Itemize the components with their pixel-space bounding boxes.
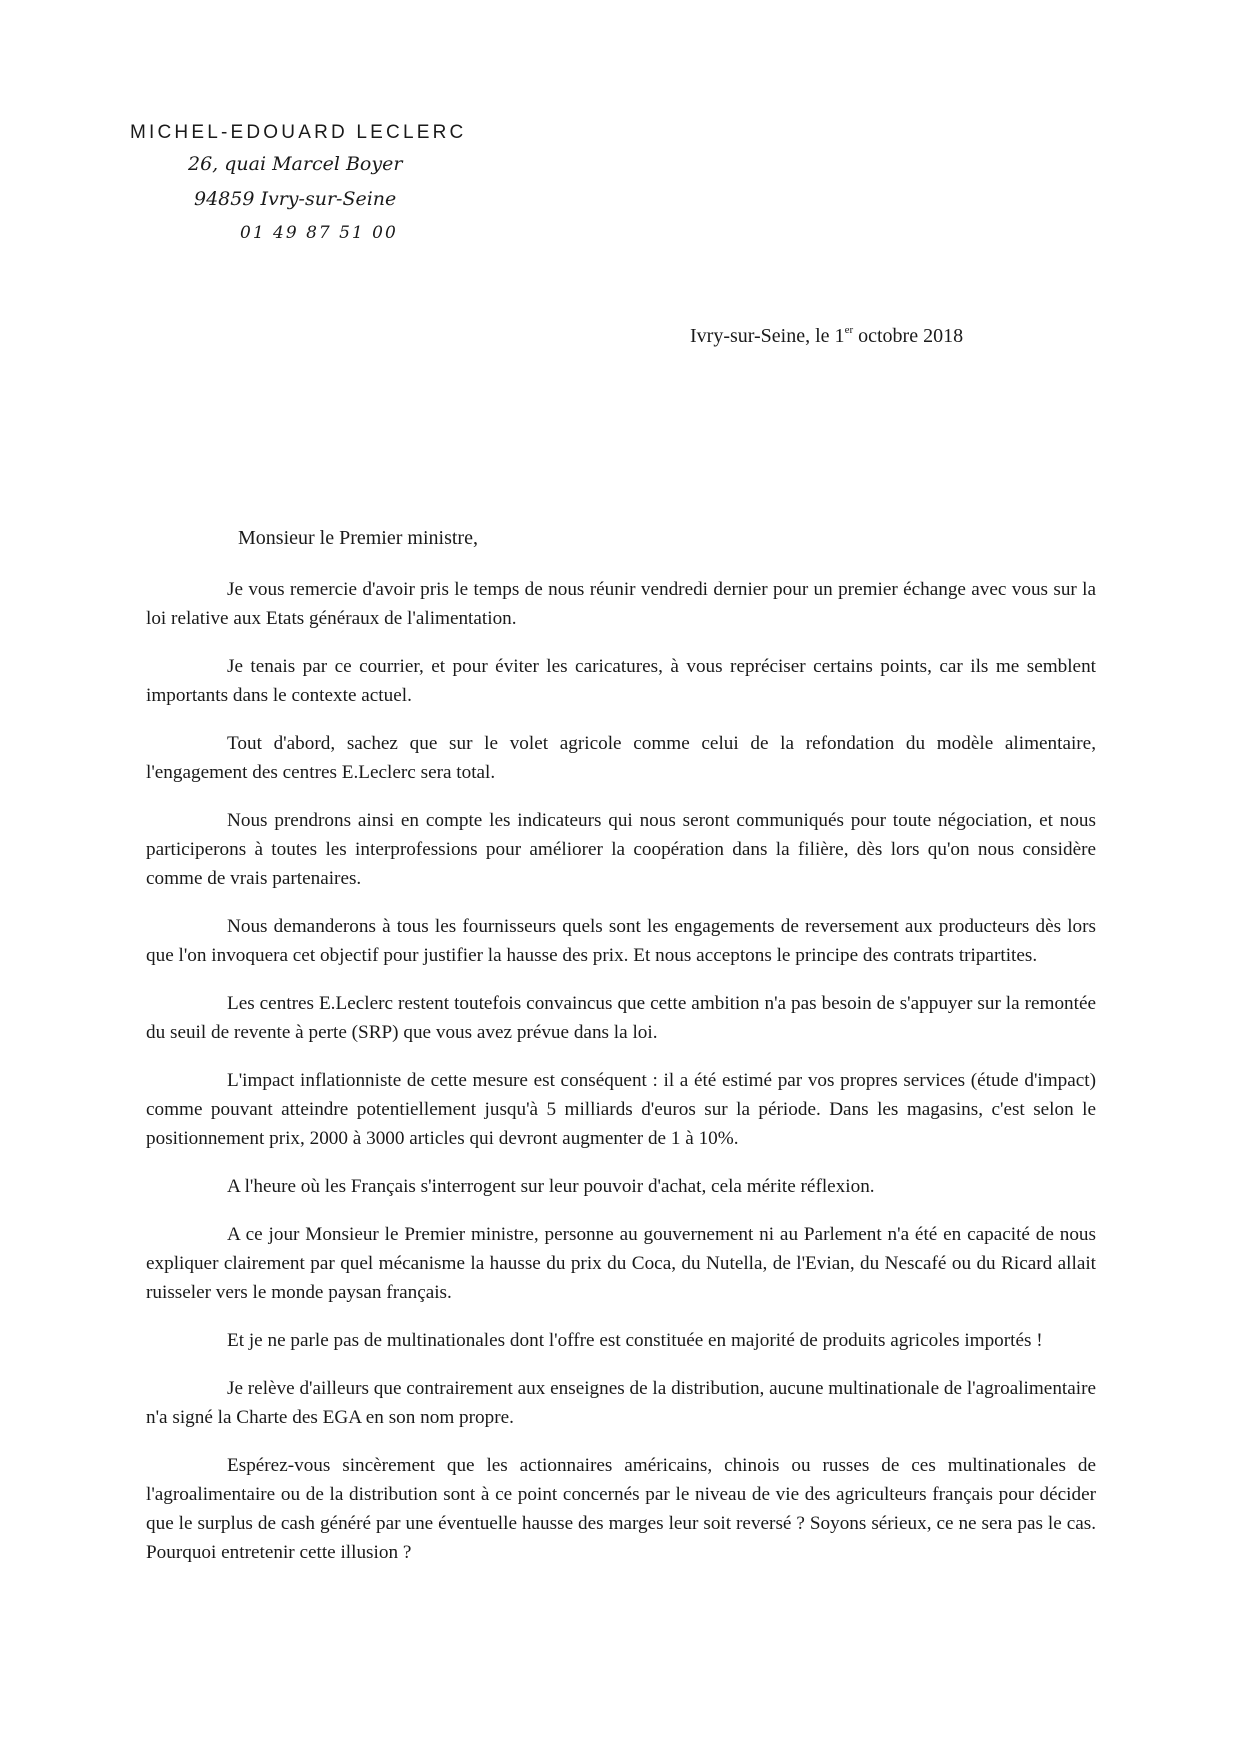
body-paragraph: Je vous remercie d'avoir pris le temps de nous réunir vendredi dernier pour un premier échange avec vous sur la loi relative aux Etats généraux de l'alimentation. bbox=[146, 579, 1096, 629]
body-paragraph: Espérez-vous sincèrement que les actionnaires américains, chinois ou russes de ces multinationales de l'agroalimentaire ou de la distribution sont à ce point concernés par le niveau de vie des agriculteurs français pour décider que le surplus de cash généré par une éventuelle hausse des marges leur soit reversé ? Soyons sérieux, ce ne sera pas le cas. Pourquoi entretenir cette illusion ? bbox=[146, 1455, 1096, 1563]
date-prefix: Ivry-sur-Seine, le 1 bbox=[690, 325, 845, 347]
body-paragraph: Je tenais par ce courrier, et pour éviter les caricatures, à vous repréciser certains points, car ils me semblent importants dans le contexte actuel. bbox=[146, 656, 1096, 706]
sender-phone: 01 49 87 51 00 bbox=[240, 223, 398, 243]
salutation: Monsieur le Premier ministre, bbox=[238, 527, 478, 549]
sender-address-street: 26, quai Marcel Boyer bbox=[188, 153, 403, 175]
date-superscript: er bbox=[844, 324, 854, 336]
sender-name: MICHEL-EDOUARD LECLERC bbox=[130, 122, 467, 143]
body-paragraph: A l'heure où les Français s'interrogent sur leur pouvoir d'achat, cela mérite réflexion. bbox=[227, 1176, 875, 1197]
body-paragraph: A ce jour Monsieur le Premier ministre, personne au gouvernement ni au Parlement n'a été en capacité de nous expliquer clairement par quel mécanisme la hausse du prix du Coca, du Nutella, de l'Evian, du Nescafé ou du Ricard allait ruisseler vers le monde paysan français. bbox=[146, 1224, 1096, 1303]
body-paragraph: Nous prendrons ainsi en compte les indicateurs qui nous seront communiqués pour toute négociation, et nous participerons à toutes les interprofessions pour améliorer la coopération dans la filière, dès lors qu'on nous considère comme de vrais partenaires. bbox=[146, 810, 1096, 889]
body-paragraph: L'impact inflationniste de cette mesure est conséquent : il a été estimé par vos propres services (étude d'impact) comme pouvant atteindre potentiellement jusqu'à 5 milliards d'euros sur la période. Dans les magasins, c'est selon le positionnement prix, 2000 à 3000 articles qui devront augmenter de 1 à 10%. bbox=[146, 1070, 1096, 1149]
body-paragraph: Je relève d'ailleurs que contrairement aux enseignes de la distribution, aucune multinationale de l'agroalimentaire n'a signé la Charte des EGA en son nom propre. bbox=[146, 1378, 1096, 1428]
letter-body bbox=[146, 575, 1096, 1586]
body-paragraph: Les centres E.Leclerc restent toutefois convaincus que cette ambition n'a pas besoin de s'appuyer sur la remontée du seuil de revente à perte (SRP) que vous avez prévue dans la loi. bbox=[146, 993, 1096, 1043]
sender-address-city: 94859 Ivry-sur-Seine bbox=[194, 188, 397, 210]
date-suffix: octobre 2018 bbox=[853, 325, 964, 347]
body-paragraph: Et je ne parle pas de multinationales dont l'offre est constituée en majorité de produits agricoles importés ! bbox=[227, 1330, 1043, 1351]
letter-date bbox=[690, 324, 963, 348]
body-paragraph: Tout d'abord, sachez que sur le volet agricole comme celui de la refondation du modèle alimentaire, l'engagement des centres E.Leclerc sera total. bbox=[146, 733, 1096, 783]
body-paragraph: Nous demanderons à tous les fournisseurs quels sont les engagements de reversement aux producteurs dès lors que l'on invoquera cet objectif pour justifier la hausse des prix. Et nous acceptons le principe des contrats tripartites. bbox=[146, 916, 1096, 966]
